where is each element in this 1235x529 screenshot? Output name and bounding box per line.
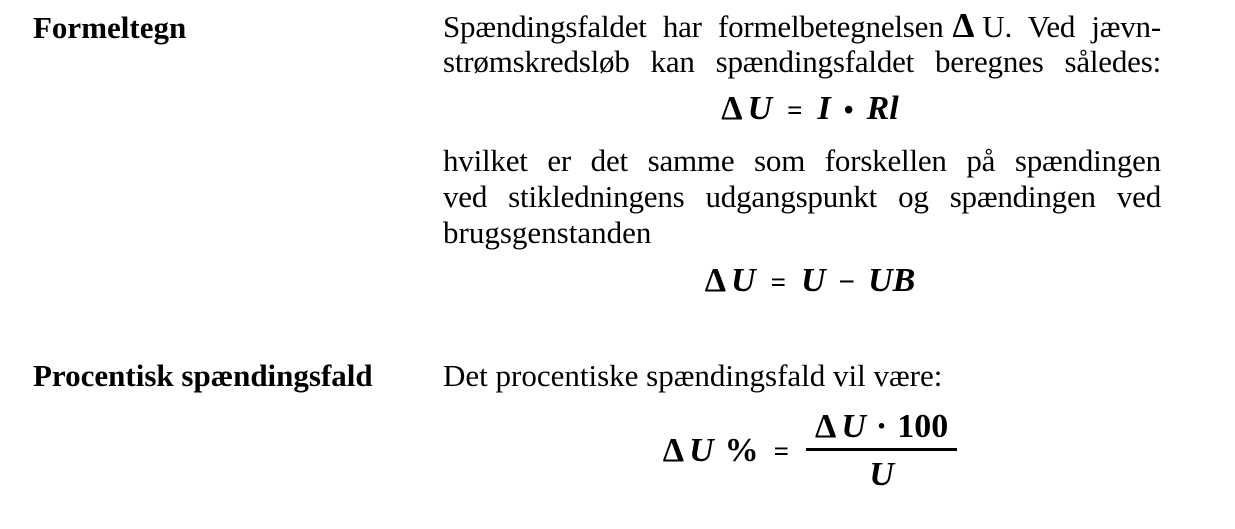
voltage-drop-variable: U bbox=[731, 262, 756, 299]
formula-percent-voltage-drop bbox=[443, 407, 1161, 495]
paragraph-line bbox=[443, 8, 1161, 44]
fraction-denominator bbox=[869, 451, 894, 495]
delta-symbol: Δ bbox=[815, 408, 837, 445]
multiplication-bullet: • bbox=[843, 95, 854, 126]
source-voltage-variable: U bbox=[800, 262, 826, 299]
current-variable: I bbox=[817, 90, 831, 127]
equals-sign: = bbox=[773, 436, 790, 466]
delta-symbol: Δ bbox=[704, 262, 727, 299]
paragraph-text: U. Ved jævn- bbox=[982, 9, 1161, 44]
delta-symbol: Δ bbox=[662, 432, 685, 469]
percent-sign: % bbox=[724, 432, 759, 469]
formula-voltage-drop bbox=[443, 89, 1161, 131]
section-label-procentisk: Procentisk spændingsfald bbox=[33, 358, 373, 393]
paragraph-text: Spændingsfaldet har formelbetegnelsen bbox=[443, 9, 944, 44]
delta-symbol: Δ bbox=[721, 90, 743, 127]
voltage-drop-variable: U bbox=[689, 432, 714, 469]
paragraph-line: Det procentiske spændingsfald vil være: bbox=[443, 358, 943, 393]
formula-voltage-difference bbox=[443, 261, 1161, 302]
source-voltage-variable: U bbox=[869, 456, 894, 493]
voltage-drop-variable: U bbox=[747, 90, 773, 127]
paragraph-line: ved stikledningens udgangspunkt og spændingen ved bbox=[443, 179, 1161, 214]
fraction bbox=[806, 407, 957, 495]
minus-sign: − bbox=[838, 266, 856, 298]
paragraph-line: hvilket er det samme som forskellen på spændingen bbox=[443, 143, 1161, 178]
equals-sign: = bbox=[770, 267, 786, 297]
delta-symbol: Δ bbox=[952, 8, 975, 44]
section-label-formeltegn: Formeltegn bbox=[33, 10, 187, 45]
multiplication-dot: · bbox=[875, 408, 888, 445]
equals-sign: = bbox=[787, 95, 803, 125]
line-resistance-variable: Rl bbox=[866, 90, 899, 127]
load-voltage-variable: UB bbox=[868, 262, 916, 299]
paragraph-line: strømskredsløb kan spændingsfaldet beregnes således: bbox=[443, 44, 1161, 79]
paragraph-line: brugsgenstanden bbox=[443, 215, 652, 250]
constant-100: 100 bbox=[897, 408, 949, 445]
voltage-drop-variable: U bbox=[841, 408, 866, 445]
fraction-numerator bbox=[806, 407, 957, 451]
